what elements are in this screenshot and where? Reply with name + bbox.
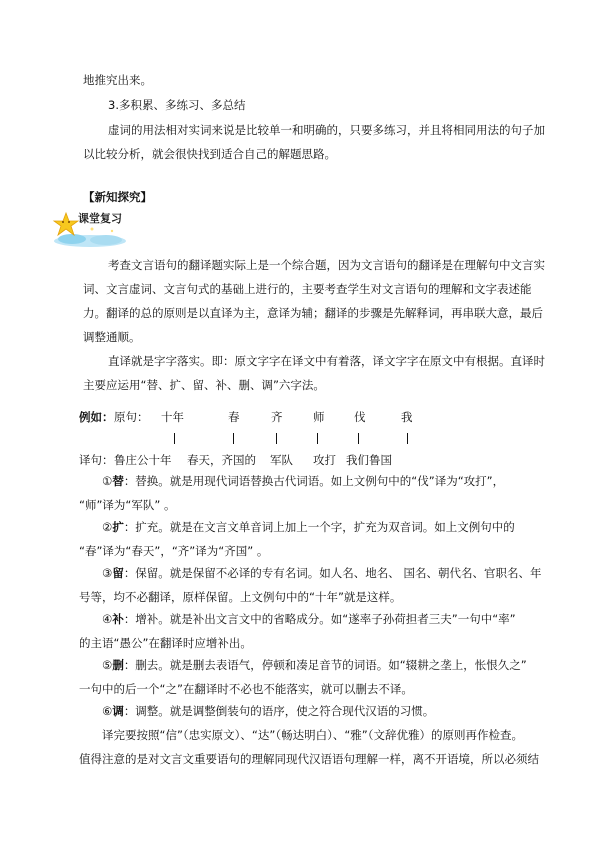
method-number: ② bbox=[102, 520, 113, 534]
text-line: 直译就是字字落实。即：原文字字在译文中有着落，译文字字在原文中有根据。直译时 bbox=[108, 354, 545, 368]
alignment-bar bbox=[358, 433, 359, 444]
method-item-adjust bbox=[102, 703, 434, 719]
original-word: 春 bbox=[228, 410, 240, 424]
method-item-replace bbox=[102, 473, 504, 489]
badge-label: 课堂复习 bbox=[78, 212, 122, 225]
method-text: ：替换。就是用现代词语替换古代词语。如上文例句中的“伐”译为“攻打”， bbox=[123, 474, 505, 488]
method-item-keep bbox=[102, 565, 541, 581]
alignment-bar bbox=[233, 433, 234, 444]
text-line: 地推究出来。 bbox=[83, 73, 152, 87]
text-line: 主要应运用“替、扩、留、补、删、调”六字法。 bbox=[83, 378, 325, 392]
method-number: ④ bbox=[102, 612, 113, 626]
translated-word: 攻打 bbox=[313, 453, 336, 467]
text-line: 调整通顺。 bbox=[83, 330, 141, 344]
text-line: 号等，均不必翻译，原样保留。上文例句中的“十年”就是这样。 bbox=[79, 590, 402, 604]
original-word: 我 bbox=[401, 410, 413, 424]
example-label: 例如： bbox=[79, 410, 114, 424]
translated-word: 春天，齐国的 bbox=[187, 453, 256, 467]
method-key: 扩 bbox=[112, 520, 124, 534]
original-sentence-label: 原句： bbox=[114, 410, 149, 424]
translated-sentence-label: 译句： bbox=[79, 453, 114, 467]
method-text: ：增补。就是补出文言文中的省略成分。如“遂率子孙荷担者三夫”一句中“率” bbox=[123, 612, 516, 626]
method-number: ⑥ bbox=[102, 704, 113, 718]
method-item-delete bbox=[102, 657, 527, 673]
classroom-review-badge bbox=[52, 207, 128, 247]
method-number: ⑤ bbox=[102, 658, 113, 672]
translated-word: 军队 bbox=[270, 453, 293, 467]
method-key: 替 bbox=[112, 474, 124, 488]
translated-word: 我们鲁国 bbox=[346, 453, 392, 467]
list-item-heading: 3.多积累、多练习、多总结 bbox=[108, 98, 246, 112]
text-line: 的主语“愚公”在翻译时应增补出。 bbox=[79, 636, 252, 650]
method-key: 调 bbox=[112, 704, 124, 718]
method-item-expand bbox=[102, 519, 515, 535]
method-key: 留 bbox=[112, 566, 124, 580]
original-word: 师 bbox=[313, 410, 325, 424]
translated-word: 鲁庄公十年 bbox=[114, 453, 172, 467]
text-line: “师”译为“军队” 。 bbox=[79, 498, 176, 512]
text-line: 一句中的后一个“之”在翻译时不必也不能落实，就可以删去不译。 bbox=[79, 682, 413, 696]
alignment-bar bbox=[317, 433, 318, 444]
section-heading: 【新知探究】 bbox=[83, 190, 152, 204]
method-text: ：保留。就是保留不必译的专有名词。如人名、地名、 国名、朝代名、官职名、年 bbox=[123, 566, 542, 580]
method-key: 补 bbox=[112, 612, 124, 626]
text-line: 以比较分析，就会很快找到适合自己的解题思路。 bbox=[83, 147, 336, 161]
text-line: 虚词的用法相对实词来说是比较单一和明确的，只要多练习，并且将相同用法的句子加 bbox=[108, 123, 545, 137]
method-number: ③ bbox=[102, 566, 113, 580]
original-word: 十年 bbox=[161, 410, 184, 424]
text-line: 译完要按照“信”（忠实原文）、“达”（畅达明白）、“雅”（文辞优雅）的原则再作检查。 bbox=[102, 728, 523, 742]
method-item-supplement bbox=[102, 611, 516, 627]
text-line: 考查文言语句的翻译题实际上是一个综合题，因为文言语句的翻译是在理解句中文言实 bbox=[108, 258, 545, 272]
method-number: ① bbox=[102, 474, 113, 488]
method-key: 删 bbox=[112, 658, 124, 672]
alignment-bar bbox=[174, 433, 175, 444]
method-text: ：调整。就是调整倒装句的语序，使之符合现代汉语的习惯。 bbox=[123, 704, 435, 718]
text-line: “春”译为“春天”，“齐”译为“齐国” 。 bbox=[79, 544, 269, 558]
method-text: ：删去。就是删去表语气，停顿和凑足音节的词语。如“辍耕之垄上，怅恨久之” bbox=[123, 658, 527, 672]
method-text: ：扩充。就是在文言文单音词上加上一个字，扩充为双音词。如上文例句中的 bbox=[123, 520, 515, 534]
original-word: 齐 bbox=[271, 410, 283, 424]
alignment-bar bbox=[276, 433, 277, 444]
text-line: 词、文言虚词、文言句式的基础上进行的，主要考查学生对文言语句的理解和文字表述能 bbox=[83, 282, 532, 296]
text-line: 值得注意的是对文言文重要语句的理解同现代汉语语句理解一样，离不开语境，所以必须结 bbox=[79, 752, 539, 766]
original-word: 伐 bbox=[354, 410, 366, 424]
alignment-bar bbox=[407, 433, 408, 444]
text-line: 力。翻译的总的原则是以直译为主，意译为辅；翻译的步骤是先解释词，再串联大意，最后 bbox=[83, 306, 543, 320]
